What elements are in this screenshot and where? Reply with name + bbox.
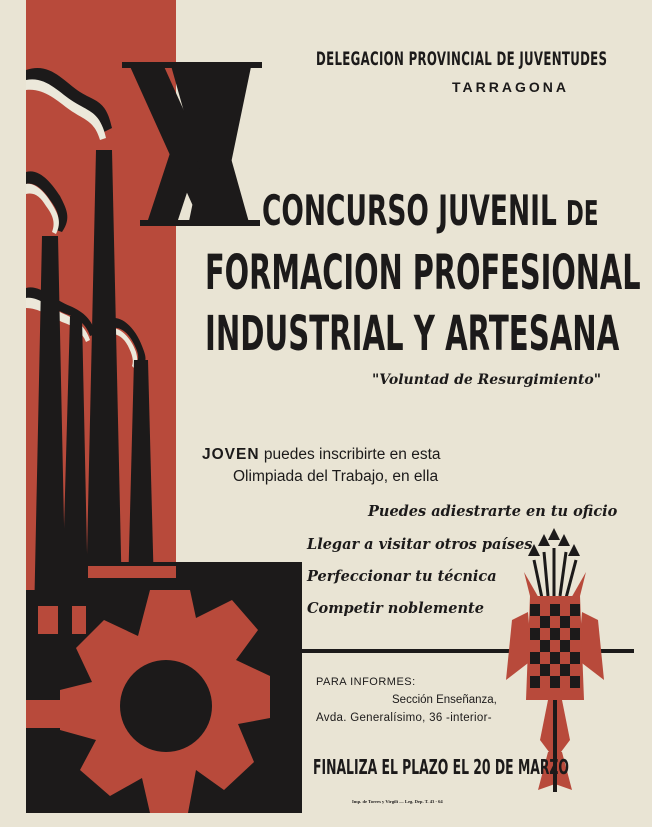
opportunity-item: Puedes adiestrarte en tu oficio: [368, 503, 618, 520]
invitation-line-2: Olimpiada del Trabajo, en ella: [233, 468, 439, 485]
opportunity-item: Llegar a visitar otros países: [307, 536, 533, 553]
invitation-lead: JOVEN: [202, 446, 260, 463]
city-name: TARRAGONA: [452, 79, 569, 95]
deadline-notice: FINALIZA EL PLAZO EL 20 DE MARZO: [313, 755, 569, 779]
motto: "Voluntad de Resurgimiento": [372, 372, 602, 388]
info-line-1: Sección Enseñanza,: [392, 694, 497, 706]
invitation-line-1: [202, 446, 441, 464]
printer-imprint: Imp. de Torres y Virgili — Leg. Dep. T. 43 - 64: [352, 799, 443, 804]
opportunity-item: Perfeccionar tu técnica: [307, 568, 497, 585]
opportunity-item: Competir noblemente: [307, 600, 484, 617]
title-line-3: INDUSTRIAL Y ARTESANA: [205, 306, 620, 362]
title-line-2: FORMACION PROFESIONAL: [205, 245, 641, 301]
title-line-1: [262, 186, 598, 235]
info-label: PARA INFORMES:: [316, 676, 416, 688]
yoke-and-arrows-emblem-icon: [506, 528, 604, 792]
title-line-1-main: CONCURSO JUVENIL: [262, 186, 557, 235]
title-line-1-small: DE: [566, 194, 599, 234]
organization-name: DELEGACION PROVINCIAL DE JUVENTUDES: [316, 48, 608, 70]
invitation-line-1-rest: puedes inscribirte en esta: [263, 446, 441, 463]
info-line-2: Avda. Generalísimo, 36 -interior-: [316, 712, 492, 724]
